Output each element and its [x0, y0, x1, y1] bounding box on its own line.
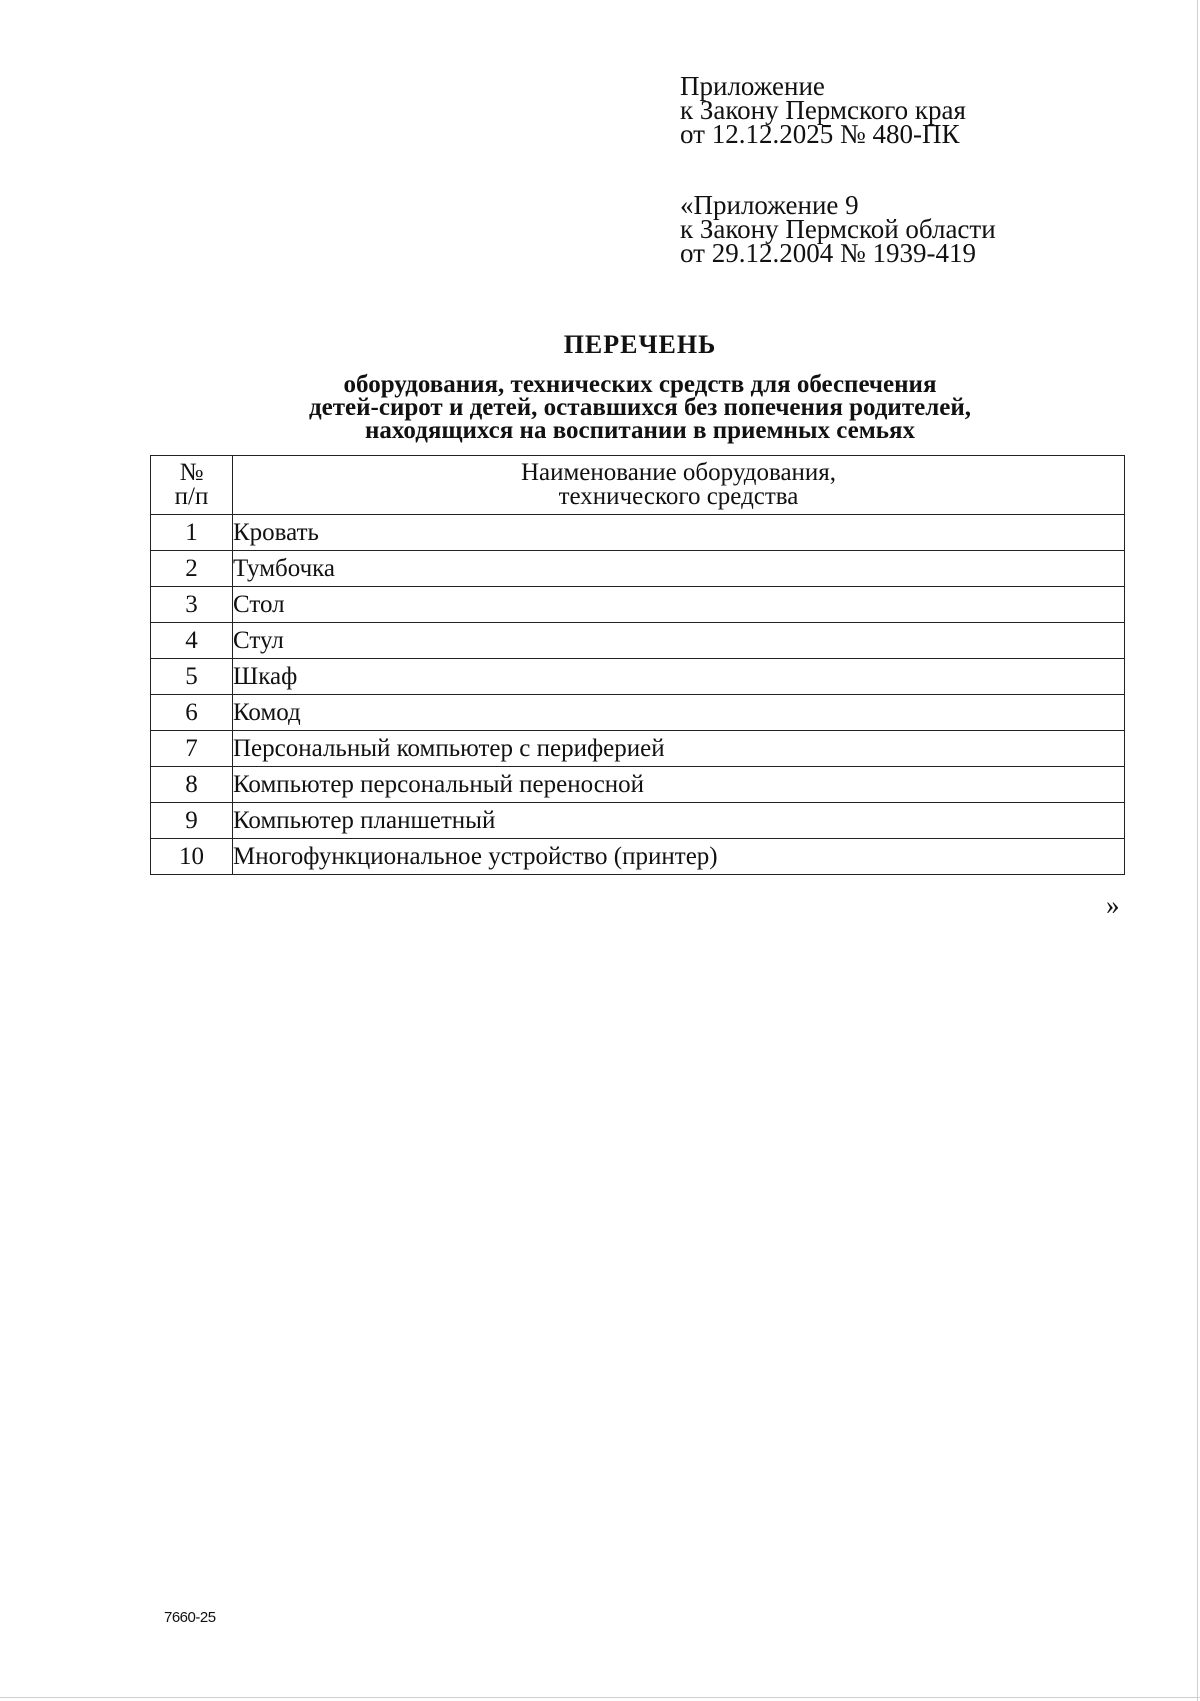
row-number: 6 — [151, 695, 233, 731]
page-edge-bottom — [0, 1697, 1200, 1698]
row-name: Персональный компьютер с периферией — [233, 731, 1125, 767]
header-name-line-1: Наименование оборудования, — [520, 459, 837, 486]
document-title: ПЕРЕЧЕНЬ — [563, 330, 717, 359]
table-header-row — [151, 456, 1125, 515]
table-row — [151, 839, 1125, 875]
row-number: 3 — [151, 587, 233, 623]
header-name-line-2: технического средства — [558, 483, 799, 510]
header-name-cell — [233, 456, 1125, 515]
header-number-line-2: п/п — [174, 483, 209, 510]
table-row — [151, 623, 1125, 659]
subtitle-line-2: детей-сирот и детей, оставшихся без попечения родителей, — [309, 394, 971, 421]
header-number-line-1: № — [179, 459, 204, 486]
row-number: 7 — [151, 731, 233, 767]
table-row — [151, 659, 1125, 695]
annex-current-line-3: от 12.12.2025 № 480-ПК — [680, 119, 960, 149]
table-row — [151, 515, 1125, 551]
row-name: Стол — [233, 587, 1125, 623]
annex-current-line-2: к Закону Пермского края — [680, 95, 966, 125]
row-name: Кровать — [233, 515, 1125, 551]
row-number: 1 — [151, 515, 233, 551]
row-name: Шкаф — [233, 659, 1125, 695]
row-number: 5 — [151, 659, 233, 695]
document-registration-number: 7660-25 — [164, 1609, 216, 1626]
header-number-cell — [151, 456, 233, 515]
table-row — [151, 551, 1125, 587]
row-number: 4 — [151, 623, 233, 659]
table-row — [151, 731, 1125, 767]
page-edge-right — [1197, 0, 1198, 1701]
row-name: Многофункциональное устройство (принтер) — [233, 839, 1125, 875]
row-name: Компьютер персональный переносной — [233, 767, 1125, 803]
row-name: Тумбочка — [233, 551, 1125, 587]
table-row — [151, 587, 1125, 623]
row-number: 10 — [151, 839, 233, 875]
table-row — [151, 767, 1125, 803]
document-subtitle — [150, 373, 1130, 442]
row-name: Стул — [233, 623, 1125, 659]
subtitle-line-3: находящихся на воспитании в приемных семьях — [364, 417, 916, 444]
equipment-table — [150, 455, 1125, 875]
table-row — [151, 803, 1125, 839]
row-number: 2 — [151, 551, 233, 587]
row-name: Компьютер планшетный — [233, 803, 1125, 839]
row-number: 9 — [151, 803, 233, 839]
annex-current-line-1: Приложение — [680, 71, 825, 101]
annex-original-line-3: от 29.12.2004 № 1939-419 — [680, 238, 976, 268]
row-name: Комод — [233, 695, 1125, 731]
subtitle-line-1: оборудования, технических средств для обеспечения — [343, 371, 937, 398]
closing-quote: » — [1106, 890, 1120, 920]
annex-header-original — [680, 190, 996, 268]
row-number: 8 — [151, 767, 233, 803]
annex-header-current — [680, 71, 966, 149]
title-block — [150, 330, 1130, 442]
annex-original-line-1: «Приложение 9 — [680, 190, 859, 220]
table-row — [151, 695, 1125, 731]
annex-original-line-2: к Закону Пермской области — [680, 214, 996, 244]
